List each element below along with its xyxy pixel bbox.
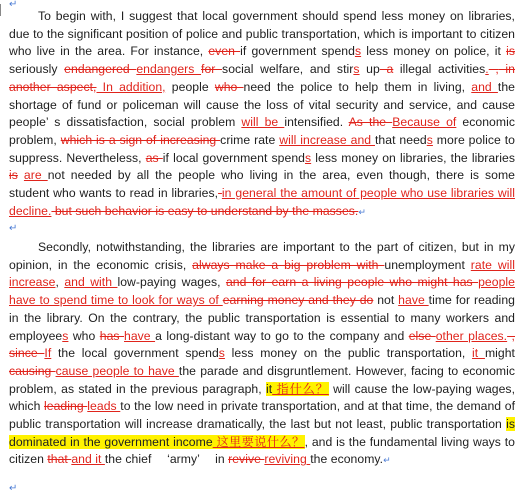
deleted-text: earning money and they do <box>222 293 374 308</box>
text-run: the parade and disgruntlement. However, facing to economic problem, as stated in the previous paragraph, <box>9 363 516 396</box>
deleted-text: causing <box>9 363 56 378</box>
deleted-text: else <box>408 328 436 343</box>
text-run: a long-distant way to go to the company and <box>155 328 409 343</box>
inserted-text: leads <box>87 399 121 414</box>
inserted-text: and it <box>71 452 105 467</box>
paragraph-mark-icon <box>383 455 391 465</box>
deleted-text: since <box>9 346 45 361</box>
inserted-text: other places. <box>435 328 508 343</box>
text-run: social welfare, and stir <box>222 62 354 77</box>
text-run: , and is the fundamental living ways to citizen <box>9 434 515 467</box>
text-run: time for reading in the library. On the contrary, the public transportation is essential to many workers and employee <box>9 293 515 343</box>
inserted-text: in general the amount of people who use libraries will decline. <box>9 186 515 218</box>
inserted-text: . <box>485 62 489 77</box>
text-run: illegal activities <box>393 62 486 77</box>
text-run: Secondly, notwithstanding, the libraries are important to the part of citizen, but in my opinion, in the economic crisis, <box>9 240 515 272</box>
text-cursor <box>0 4 1 16</box>
text-run: , <box>55 275 65 290</box>
paragraph-2[interactable] <box>9 239 515 470</box>
text-run: more police to suppress. Nevertheless, <box>9 132 515 165</box>
text-run: not needed by all the people who living in the area, even though, there is some student who wants to read in libraries, <box>9 168 516 201</box>
deleted-text: leading <box>44 399 88 414</box>
inserted-text: it <box>472 346 485 361</box>
deleted-text: even <box>208 44 241 59</box>
inserted-text: endangers <box>136 62 202 77</box>
deleted-text: has <box>99 328 124 343</box>
text-run: that need <box>375 132 427 147</box>
inserted-text: s <box>218 346 225 361</box>
inserted-text: will increase and <box>279 132 375 147</box>
text-run: less money on police, it <box>361 44 507 59</box>
deleted-text: is <box>9 168 18 183</box>
inserted-text: have <box>124 328 156 343</box>
text-run: the chief ‘army’ in <box>104 452 229 467</box>
inserted-text: If <box>44 346 52 361</box>
text-run: will cause the low-paying wages, which <box>9 381 516 414</box>
paragraph-mark-icon <box>358 207 366 217</box>
text-run: less money on the public transportation, <box>224 346 473 361</box>
text-run: not <box>373 293 399 308</box>
inserted-text: s <box>304 150 312 165</box>
text-run: need the police to help them in living, <box>243 79 472 94</box>
text-run: intensified. <box>284 115 349 130</box>
deleted-text: in another aspect, <box>9 62 515 94</box>
text-run: To begin with, I suggest that local government should spend less money on libraries, due to the significant position of police and public transportation, which is important to citizen who live in the area. For instance, <box>9 9 515 59</box>
text-run: who <box>68 328 100 343</box>
deleted-text: for <box>201 62 223 77</box>
inserted-text: and <box>471 79 498 94</box>
text-run: crime rate <box>220 132 280 147</box>
paragraph-mark-icon <box>9 484 19 494</box>
text-run: economic problem, <box>9 115 515 147</box>
deleted-text: but such behavior is easy to understand by the masses. <box>51 203 359 218</box>
text-run: the shortage of fund or policeman will cause the loss of vital security and service, and cause people’ s dissatisfaction, social problem <box>9 79 516 130</box>
text-run: low-paying wages, <box>117 275 226 290</box>
text-run: unemployment <box>384 257 471 272</box>
inserted-text: rate will increase <box>9 257 515 290</box>
highlighted-text: is dominated in the government income <box>9 417 515 449</box>
inserted-text: Because of <box>392 115 457 130</box>
paragraph-mark-icon <box>9 224 19 234</box>
inserted-text: s <box>426 132 433 147</box>
inserted-text: s <box>353 62 360 77</box>
text-run: might <box>484 346 515 361</box>
inserted-text: have <box>398 293 429 308</box>
highlighted-inserted-comment: 这里要说什么？ <box>212 434 305 449</box>
deleted-text: and for earn a living people who might has <box>225 275 479 290</box>
deleted-text: revive <box>228 452 265 467</box>
inserted-text: and with <box>64 275 118 290</box>
text-run: up <box>359 62 380 77</box>
deleted-text: which is a sign of increasing <box>60 132 221 147</box>
inserted-text: In addition, <box>96 79 166 94</box>
paragraph-1[interactable] <box>9 8 515 221</box>
inserted-text: reviving <box>264 452 311 467</box>
deleted-text: , <box>488 62 499 77</box>
text-run: if government spend <box>240 44 355 59</box>
text-run: to the low need in private transportation, and at that time, the demand of public transportation will increase dramatically, the last but not least, public transportation <box>9 399 516 432</box>
deleted-text: that <box>47 452 72 467</box>
text-run: seriously <box>9 62 65 77</box>
highlighted-text: it <box>265 381 273 396</box>
deleted-text: who <box>214 79 244 94</box>
inserted-text: s <box>62 328 69 343</box>
deleted-text: a <box>379 62 394 77</box>
deleted-text: always make a big problem with <box>192 257 385 272</box>
inserted-text: cause people to have <box>55 363 179 378</box>
text-run: less money on libraries, the libraries <box>311 150 515 165</box>
deleted-text: endangered <box>64 62 137 77</box>
text-run: the local government spend <box>51 346 219 361</box>
inserted-text: s <box>354 44 362 59</box>
deleted-text: , <box>507 328 515 343</box>
inserted-text: are <box>23 168 48 183</box>
deleted-text: As the <box>348 115 393 130</box>
inserted-text: people have to spend time to look for ways of <box>9 275 515 308</box>
deleted-text: as <box>145 150 163 165</box>
inserted-text: will be <box>241 115 285 130</box>
text-run: if local government spend <box>162 150 305 165</box>
deleted-text: is <box>506 44 515 59</box>
text-run: the economy. <box>310 452 384 467</box>
highlighted-inserted-comment: 指什么？ <box>272 381 329 396</box>
text-run: people <box>165 79 215 94</box>
